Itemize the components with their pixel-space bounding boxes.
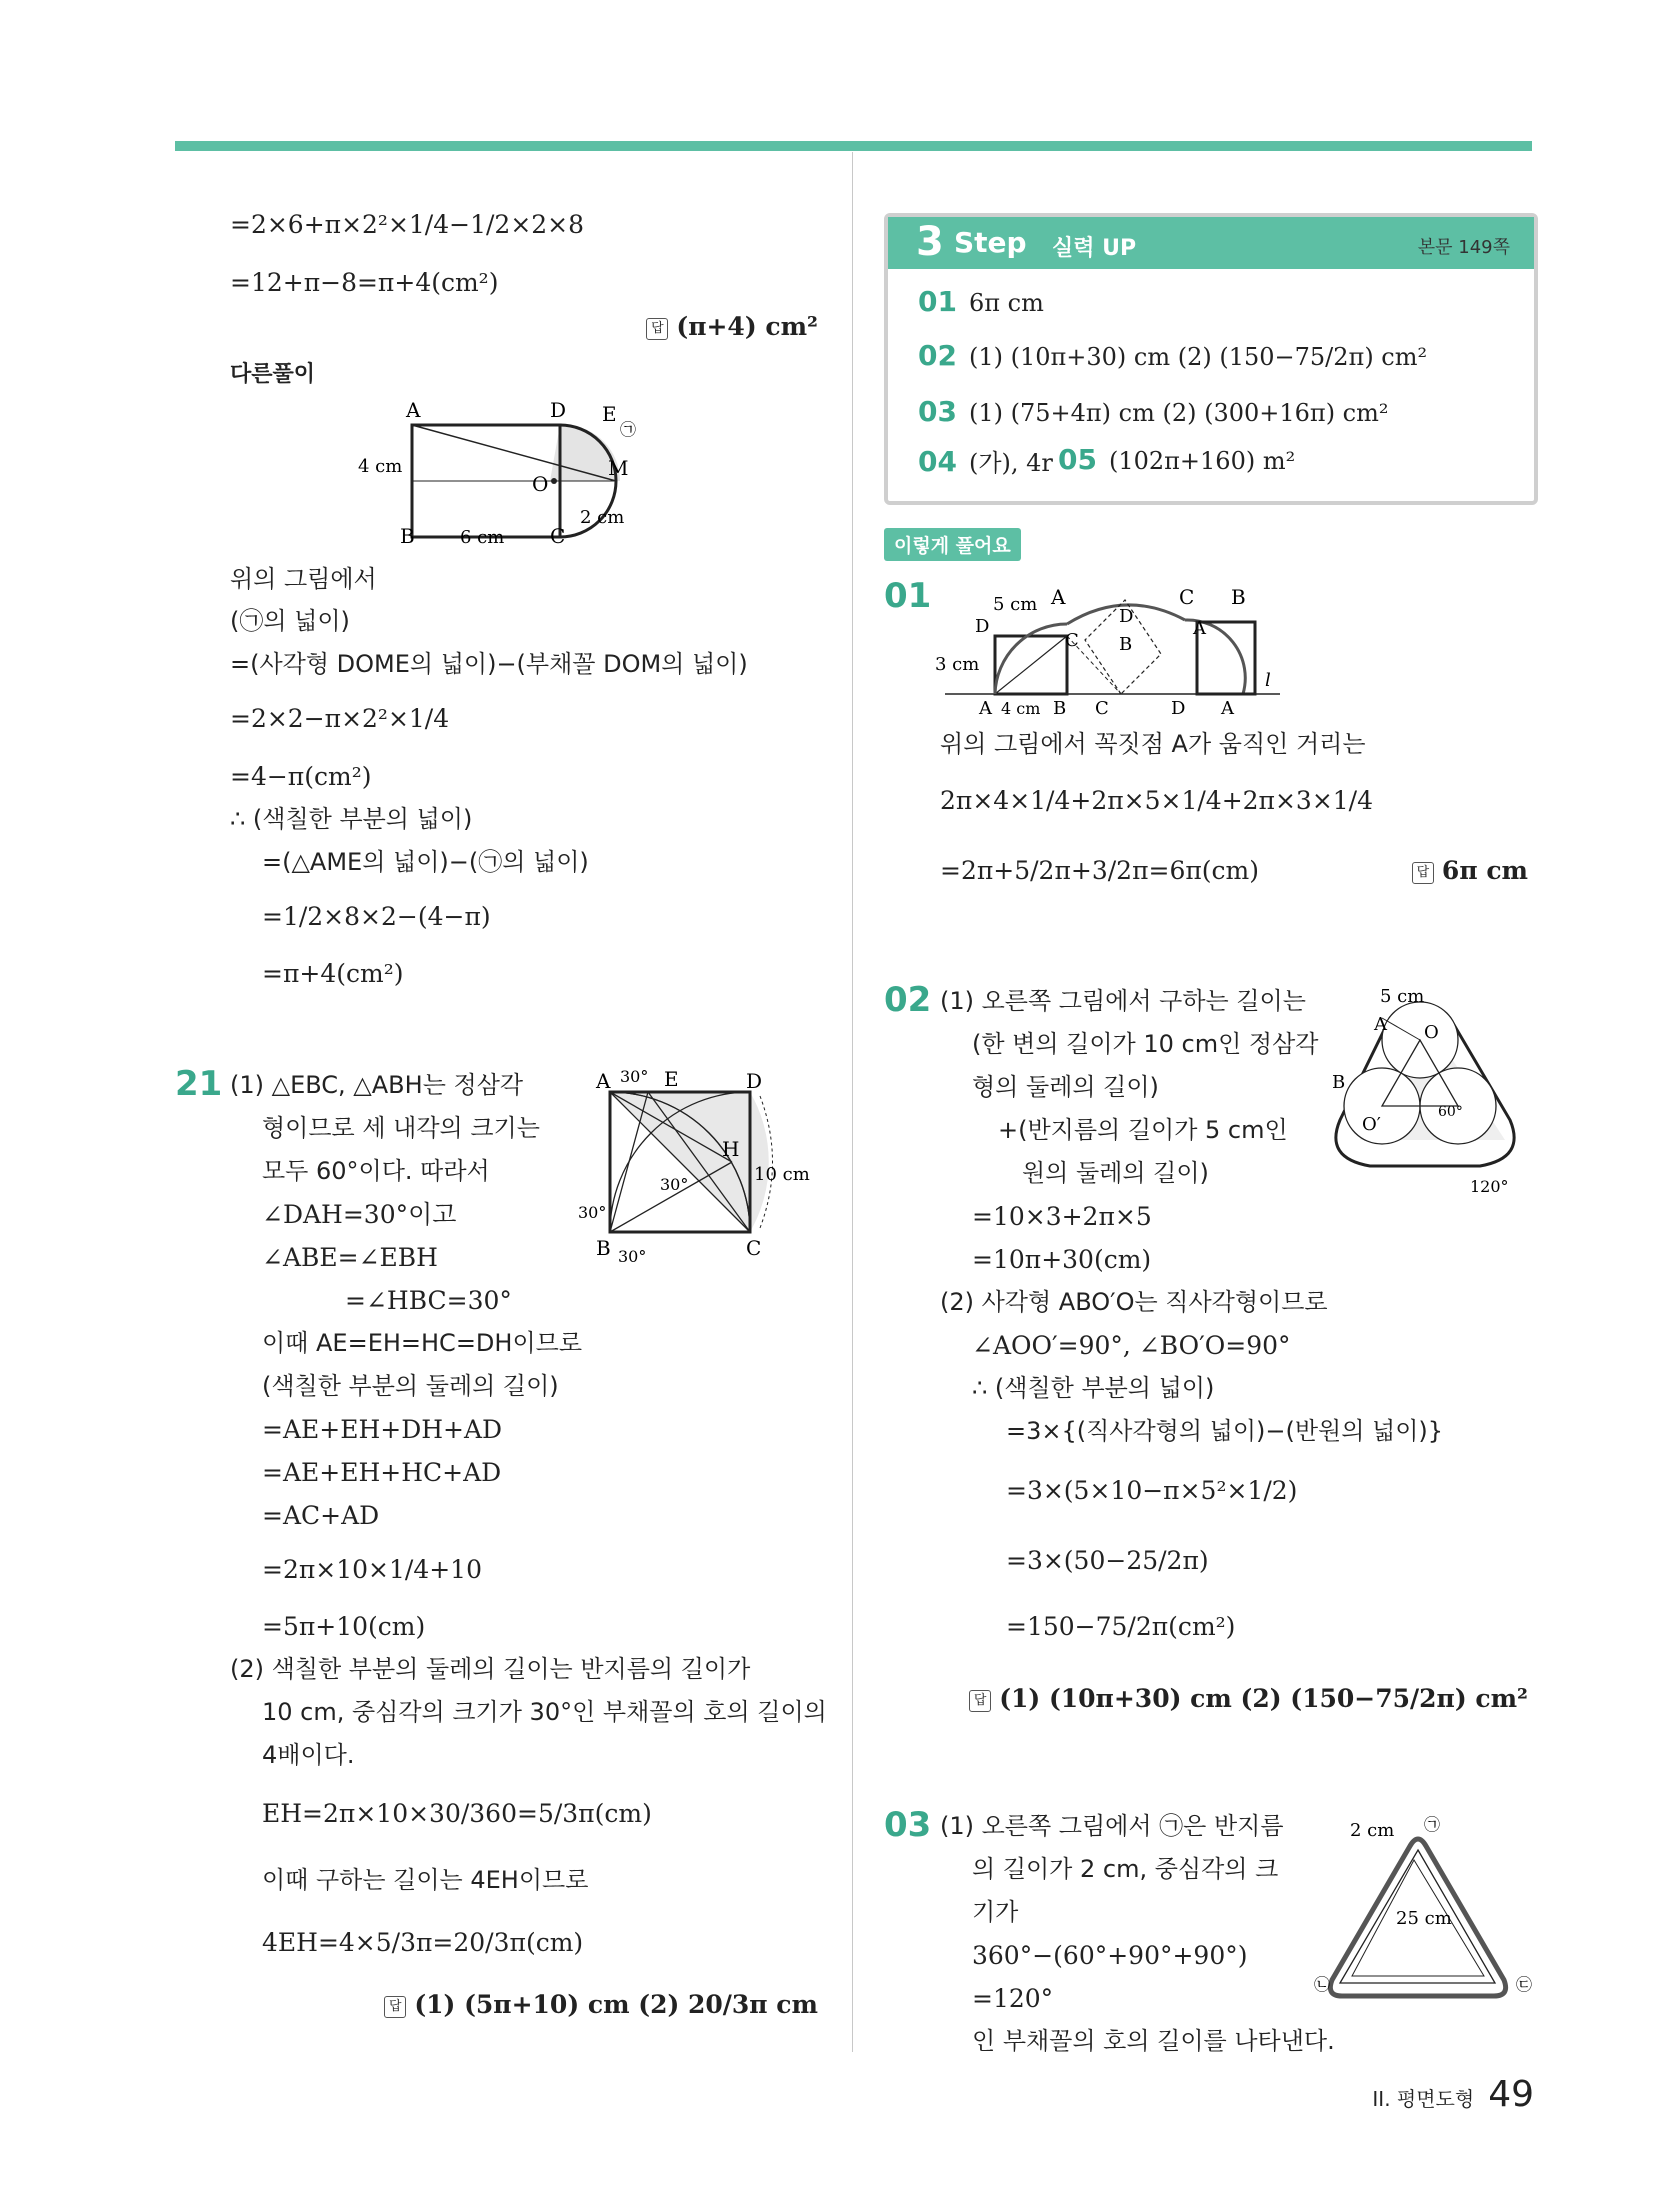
alt-line: =4−π(cm²) — [230, 762, 372, 791]
p21-line: 형이므로 세 내각의 크기는 — [262, 1114, 540, 1142]
p21-line: (색칠한 부분의 둘레의 길이) — [262, 1372, 559, 1400]
p21-line: =AE+EH+DH+AD — [262, 1415, 503, 1444]
p02-line: =3×(50−25/2π) — [1006, 1546, 1209, 1575]
alt-line: =(△AME의 넓이)−(㉠의 넓이) — [262, 848, 589, 876]
alt-line: (㉠의 넓이) — [230, 607, 350, 635]
step-header — [888, 217, 1534, 269]
fig-label: 3 cm — [935, 654, 980, 675]
step-answer: 02 (1) (10π+30) cm (2) (150−75/2π) cm² — [918, 339, 1428, 372]
p21-line: (2) 색칠한 부분의 둘레의 길이는 반지름의 길이가 — [230, 1655, 751, 1683]
fig-label: 2 cm — [1350, 1820, 1395, 1841]
fig-label: 60° — [1438, 1104, 1463, 1120]
fig-label: H — [722, 1137, 740, 1161]
step-answer-box — [884, 213, 1538, 505]
p03-line: 인 부채꼴의 호의 길이를 나타낸다. — [972, 2027, 1335, 2055]
fig-label: C — [550, 524, 566, 545]
figure-square-arcs — [570, 1060, 810, 1280]
p21-line: (1) △EBC, △ABH는 정삼각 — [230, 1071, 524, 1099]
fig-label: ㉡ — [1314, 1975, 1331, 1994]
p02-line: =3×{(직사각형의 넓이)−(반원의 넓이)} — [1006, 1417, 1444, 1445]
problem-number: 01 — [884, 576, 932, 616]
p02-line: ∠AOO′=90°, ∠BO′O=90° — [972, 1331, 1291, 1360]
fig-label: 30° — [618, 1247, 647, 1266]
p03-line: 360°−(60°+90°+90°) — [972, 1941, 1248, 1970]
problem-number: 02 — [884, 980, 932, 1020]
fig-label: B — [1332, 1072, 1346, 1093]
cont-line: =12+π−8=π+4(cm²) — [230, 268, 499, 297]
fig-label: 5 cm — [993, 594, 1038, 615]
p02-line: =10π+30(cm) — [972, 1245, 1152, 1274]
fig-label: B — [400, 524, 415, 545]
fig-label: 30° — [578, 1203, 607, 1222]
fig-label: B — [1119, 634, 1133, 655]
fig-label: O′ — [1362, 1114, 1381, 1135]
fig-label: D — [1119, 606, 1134, 627]
p21-line: ∠ABE=∠EBH — [262, 1243, 438, 1272]
fig-label: 120° — [1470, 1177, 1509, 1196]
p02-line: =3×(5×10−π×5²×1/2) — [1006, 1476, 1298, 1505]
figure-rolling-rectangle — [935, 580, 1295, 715]
fig-label: 4 cm — [358, 456, 403, 477]
answer-icon: 답 — [384, 1996, 406, 2018]
fig-label: D — [746, 1069, 763, 1093]
step-answer: 03 (1) (75+4π) cm (2) (300+16π) cm² — [918, 395, 1389, 428]
step-answer: 01 6π cm — [918, 285, 1044, 318]
p21-line: 10 cm, 중심각의 크기가 30°인 부채꼴의 호의 길이의 — [262, 1698, 827, 1726]
fig-label: O — [532, 472, 549, 496]
answer-icon: 답 — [646, 318, 668, 340]
p02-line: =150−75/2π(cm²) — [1006, 1612, 1236, 1641]
alt-line: =1/2×8×2−(4−π) — [262, 902, 491, 931]
fig-label: C — [1179, 585, 1195, 609]
fig-label: C — [1065, 630, 1079, 651]
alt-line: ∴ (색칠한 부분의 넓이) — [230, 805, 473, 833]
fig-label: 5 cm — [1380, 986, 1425, 1007]
fig-label: A — [596, 1069, 611, 1093]
p21-line: =AC+AD — [262, 1501, 380, 1530]
p21-line: =5π+10(cm) — [262, 1612, 426, 1641]
p01-line: 위의 그림에서 꼭짓점 A가 움직인 거리는 — [940, 730, 1366, 758]
p03-line: (1) 오른쪽 그림에서 ㉠은 반지름 — [940, 1812, 1284, 1840]
fig-label: 2 cm — [580, 507, 625, 528]
p21-line: =AE+EH+HC+AD — [262, 1458, 502, 1487]
fig-label: M — [608, 456, 629, 480]
alt-line: =π+4(cm²) — [262, 959, 404, 988]
p03-line: 의 길이가 2 cm, 중심각의 크 — [972, 1855, 1279, 1883]
p21-line: ∠DAH=30°이고 — [262, 1200, 457, 1229]
p03-line: 기가 — [972, 1898, 1019, 1926]
fig-label: B — [1231, 585, 1246, 609]
fig-label: A — [406, 398, 421, 422]
fig-label: E — [602, 402, 617, 426]
answer-line: 답 (1) (10π+30) cm (2) (150−75/2π) cm² — [969, 1684, 1528, 1713]
p21-line: 4EH=4×5/3π=20/3π(cm) — [262, 1928, 584, 1957]
figure-rect-semicircle — [350, 395, 690, 545]
fig-label: D — [1171, 698, 1186, 715]
fig-label: E — [664, 1067, 679, 1091]
fig-label: l — [1265, 670, 1271, 691]
p02-line: +(반지름의 길이가 5 cm인 — [998, 1116, 1288, 1144]
fig-label: A — [1193, 618, 1206, 639]
p21-line: 이때 구하는 길이는 4EH이므로 — [262, 1866, 589, 1894]
fig-label: C — [746, 1236, 762, 1260]
figure-triangle-band — [1310, 1808, 1540, 2018]
p02-line: (한 변의 길이가 10 cm인 정삼각 — [972, 1030, 1319, 1058]
figure-three-circles — [1330, 980, 1530, 1205]
cont-line: =2×6+π×2²×1/4−1/2×2×8 — [230, 210, 585, 239]
p02-line: =10×3+2π×5 — [972, 1202, 1152, 1231]
fig-label: D — [550, 398, 567, 422]
step-page-ref: 본문 149쪽 — [1417, 237, 1510, 258]
fig-label: 30° — [660, 1175, 689, 1194]
step-title: 실력 UP — [1052, 236, 1137, 261]
p02-line: 형의 둘레의 길이) — [972, 1073, 1159, 1101]
fig-label: A — [1374, 1014, 1387, 1035]
p02-line: (2) 사각형 ABO′O는 직사각형이므로 — [940, 1288, 1328, 1316]
p03-line: =120° — [972, 1984, 1054, 2013]
step-word: Step — [954, 226, 1027, 259]
step-number: 3 — [916, 219, 944, 265]
fig-label: A — [1221, 698, 1234, 715]
fig-label: 25 cm — [1396, 1908, 1452, 1929]
answer-line: 답 6π cm — [1412, 856, 1528, 885]
fig-label: 6 cm — [460, 527, 505, 545]
p21-line: 모두 60°이다. 따라서 — [262, 1157, 490, 1185]
top-accent-bar — [175, 141, 1532, 151]
column-divider — [852, 152, 853, 2052]
solution-label: 이렇게 풀어요 — [884, 528, 1021, 561]
alt-line: =(사각형 DOME의 넓이)−(부채꼴 DOM의 넓이) — [230, 650, 748, 678]
answer-icon: 답 — [1412, 862, 1434, 884]
section-name: II. 평면도형 — [1372, 2087, 1475, 2111]
p02-line: 원의 둘레의 길이) — [1022, 1159, 1209, 1187]
fig-label: ㉢ — [1516, 1975, 1533, 1994]
p02-line: (1) 오른쪽 그림에서 구하는 길이는 — [940, 987, 1306, 1015]
fig-label: ㉠ — [620, 420, 637, 439]
fig-label: 10 cm — [754, 1164, 810, 1185]
p21-line: 4배이다. — [262, 1741, 355, 1769]
page-footer — [1372, 2074, 1534, 2115]
answer-line: 답 (π+4) cm² — [646, 312, 818, 341]
fig-label: 4 cm — [1001, 699, 1041, 715]
alt-line: =2×2−π×2²×1/4 — [230, 704, 450, 733]
fig-label: A — [979, 698, 992, 715]
fig-label: ㉠ — [1424, 1815, 1441, 1834]
step-answer: 05 (102π+160) m² — [1058, 443, 1296, 476]
fig-label: D — [975, 616, 990, 637]
alt-line: 위의 그림에서 — [230, 565, 377, 593]
problem-number: 21 — [175, 1064, 223, 1104]
p21-line: EH=2π×10×30/360=5/3π(cm) — [262, 1799, 652, 1828]
fig-label: B — [1053, 698, 1067, 715]
fig-label: O — [1424, 1022, 1439, 1043]
fig-label: 30° — [620, 1067, 649, 1086]
p21-line: =2π×10×1/4+10 — [262, 1555, 482, 1584]
fig-label: A — [1051, 585, 1066, 609]
problem-number: 03 — [884, 1805, 932, 1845]
fig-label: C — [1095, 698, 1109, 715]
p01-line: 2π×4×1/4+2π×5×1/4+2π×3×1/4 — [940, 786, 1374, 815]
step-answer: 04 (가), 4r — [918, 445, 1053, 478]
p01-line: =2π+5/2π+3/2π=6π(cm) — [940, 856, 1260, 885]
page-number: 49 — [1488, 2074, 1534, 2115]
p21-line: =∠HBC=30° — [345, 1286, 512, 1315]
alt-solution-label: 다른풀이 — [230, 362, 316, 387]
p02-line: ∴ (색칠한 부분의 넓이) — [972, 1374, 1215, 1402]
fig-label: B — [596, 1236, 611, 1260]
answer-icon: 답 — [969, 1690, 991, 1712]
p21-line: 이때 AE=EH=HC=DH이므로 — [262, 1329, 583, 1357]
answer-line: 답 (1) (5π+10) cm (2) 20/3π cm — [384, 1990, 818, 2019]
